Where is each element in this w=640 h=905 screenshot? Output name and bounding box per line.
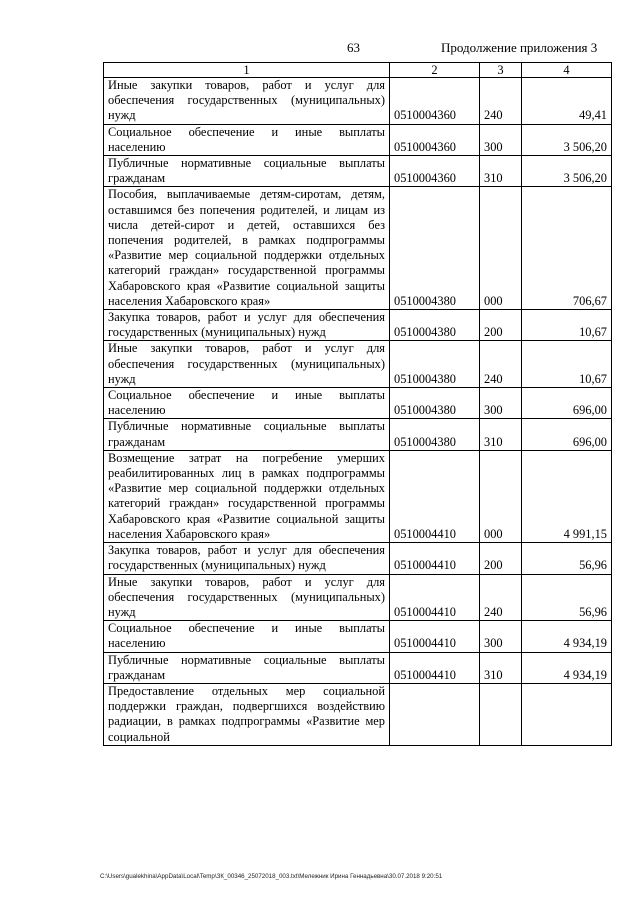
row-target-code: 0510004380 [390,419,480,450]
row-target-code: 0510004410 [390,621,480,652]
continuation-label: Продолжение приложения 3 [441,40,598,55]
row-expense-type [480,683,522,745]
table-header-row [104,63,612,78]
row-target-code: 0510004360 [390,78,480,125]
row-expense-type: 240 [480,78,522,125]
row-description: Публичные нормативные социальные выплаты гражданам [104,156,390,187]
row-description: Публичные нормативные социальные выплаты гражданам [104,652,390,683]
row-description: Закупка товаров, работ и услуг для обеспечения государственных (муниципальных) нужд [104,310,390,341]
row-target-code: 0510004380 [390,187,480,310]
row-expense-type: 300 [480,124,522,155]
row-description: Возмещение затрат на погребение умерших реабилитированных лиц в рамках подпрограммы «Развитие мер социальной поддержки отдельных категорий граждан» государственной программы Хабаровского края «Развитие социальной защиты населения Хабаровского края» [104,450,390,542]
row-description: Пособия, выплачиваемые детям-сиротам, детям, оставшимся без попечения родителей, и лицам из числа детей-сирот и детей, оставшихся без попечения родителей, в рамках подпрограммы «Развитие мер социальной поддержки отдельных категорий граждан» государственной программы Хабаровского края «Развитие социальной защиты населения Хабаровского края» [104,187,390,310]
row-amount: 56,96 [522,574,612,621]
table-row [104,543,612,574]
row-amount: 56,96 [522,543,612,574]
row-amount: 10,67 [522,310,612,341]
row-expense-type: 200 [480,543,522,574]
row-expense-type: 310 [480,419,522,450]
table-row [104,683,612,745]
column-header: 3 [480,63,522,78]
row-expense-type: 000 [480,450,522,542]
table-row [104,419,612,450]
column-header: 4 [522,63,612,78]
table-row [104,574,612,621]
row-target-code: 0510004360 [390,156,480,187]
row-amount: 696,00 [522,388,612,419]
row-amount: 3 506,20 [522,124,612,155]
table-row [104,310,612,341]
file-path-footer: C:\Users\gualekhina\AppData\Local\Temp\ЗК_00346_25072018_003.txt\Мележник Ирина Геннадьевна\30.07.2018 9:20:51 [100,873,443,880]
table-row [104,156,612,187]
row-expense-type: 240 [480,341,522,388]
row-amount: 4 934,19 [522,621,612,652]
row-target-code: 0510004380 [390,310,480,341]
table-row [104,124,612,155]
column-header: 1 [104,63,390,78]
row-expense-type: 300 [480,621,522,652]
row-target-code: 0510004410 [390,574,480,621]
row-description: Иные закупки товаров, работ и услуг для обеспечения государственных (муниципальных) нужд [104,574,390,621]
row-expense-type: 300 [480,388,522,419]
row-expense-type: 240 [480,574,522,621]
row-target-code: 0510004360 [390,124,480,155]
table-row [104,341,612,388]
budget-table [103,62,612,746]
row-amount: 706,67 [522,187,612,310]
row-amount: 3 506,20 [522,156,612,187]
row-amount [522,683,612,745]
row-target-code: 0510004380 [390,341,480,388]
table-row [104,187,612,310]
row-target-code: 0510004410 [390,450,480,542]
table-row [104,621,612,652]
row-description: Социальное обеспечение и иные выплаты населению [104,124,390,155]
row-amount: 4 934,19 [522,652,612,683]
row-amount: 10,67 [522,341,612,388]
table-row [104,78,612,125]
row-description: Социальное обеспечение и иные выплаты населению [104,621,390,652]
row-expense-type: 000 [480,187,522,310]
row-description: Предоставление отдельных мер социальной поддержки граждан, подвергшихся воздействию радиации, в рамках подпрограммы «Развитие мер социальной [104,683,390,745]
row-target-code: 0510004380 [390,388,480,419]
row-target-code: 0510004410 [390,543,480,574]
row-expense-type: 200 [480,310,522,341]
row-description: Закупка товаров, работ и услуг для обеспечения государственных (муниципальных) нужд [104,543,390,574]
row-expense-type: 310 [480,156,522,187]
row-description: Публичные нормативные социальные выплаты гражданам [104,419,390,450]
row-amount: 4 991,15 [522,450,612,542]
row-amount: 696,00 [522,419,612,450]
row-expense-type: 310 [480,652,522,683]
table-row [104,652,612,683]
row-description: Социальное обеспечение и иные выплаты населению [104,388,390,419]
row-description: Иные закупки товаров, работ и услуг для обеспечения государственных (муниципальных) нужд [104,78,390,125]
page-number: 63 [347,40,360,55]
table-row [104,388,612,419]
row-target-code [390,683,480,745]
row-target-code: 0510004410 [390,652,480,683]
row-description: Иные закупки товаров, работ и услуг для обеспечения государственных (муниципальных) нужд [104,341,390,388]
column-header: 2 [390,63,480,78]
row-amount: 49,41 [522,78,612,125]
table-row [104,450,612,542]
